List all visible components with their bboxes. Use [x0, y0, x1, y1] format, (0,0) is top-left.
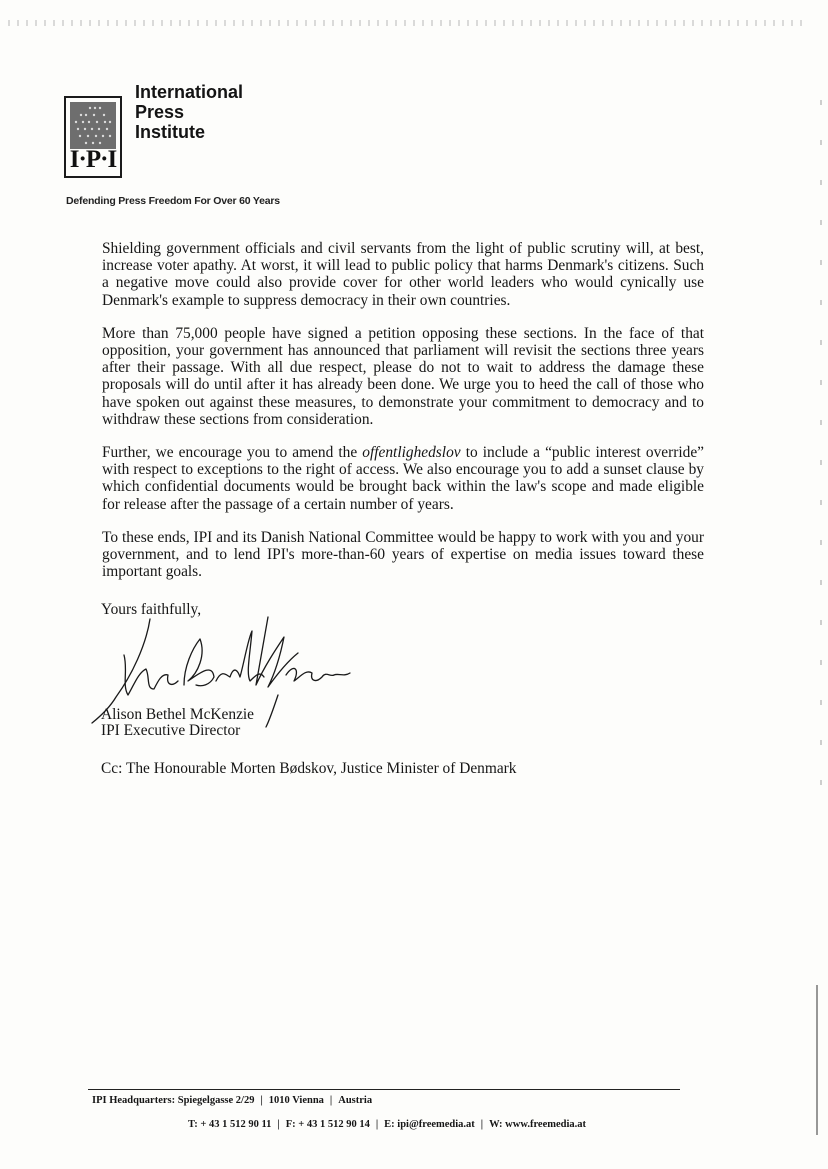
organization-name	[135, 82, 243, 142]
law-name-italic: offentlighedslov	[362, 444, 461, 462]
logo-abbreviation: I·P·I	[69, 146, 117, 173]
footer-divider	[88, 1089, 680, 1090]
scan-noise-top	[8, 20, 808, 26]
website-url: W: www.freemedia.at	[489, 1119, 587, 1130]
carbon-copy-line: Cc: The Honourable Morten Bødskov, Justice Minister of Denmark	[101, 760, 517, 777]
scan-edge-mark	[816, 985, 818, 1135]
footer-separator: |	[277, 1119, 280, 1130]
hq-country: Austria	[338, 1095, 373, 1106]
footer-separator: |	[260, 1095, 263, 1106]
closing-salutation: Yours faithfully,	[101, 601, 202, 618]
paragraph-3	[102, 444, 704, 513]
hq-city: 1010 Vienna	[268, 1095, 324, 1106]
phone-number: T: + 43 1 512 90 11	[188, 1119, 272, 1130]
footer-separator: |	[375, 1119, 379, 1130]
ipi-logo	[64, 96, 122, 178]
signer-name: Alison Bethel McKenzie	[101, 706, 255, 723]
org-name-line-3: Institute	[135, 122, 205, 142]
paragraph-3-text-a: Further, we encourage you to amend the	[102, 444, 363, 462]
signer-title: IPI Executive Director	[101, 722, 241, 739]
paragraph-2: More than 75,000 people have signed a petition opposing these sections. In the face of that opposition, your government has announced that parliament will revisit the sections three years after their passage. With all due respect, please do not to wait to address the damage these proposals will do until after it has already been done. We urge you to heed the call of those who have spoken out against these measures, to demonstrate your commitment to democracy and to withdraw these sections from consideration.	[102, 324, 704, 428]
footer-separator: |	[480, 1119, 484, 1130]
logo-dot-pattern	[70, 102, 116, 149]
letter-body	[102, 240, 704, 596]
footer-contacts	[188, 1119, 586, 1130]
paragraph-1: Shielding government officials and civil servants from the light of public scrutiny will, at best, increase voter apathy. At worst, it will lead to public policy that harms Denmark's citizens. Such a negative move could also provide cover for other world leaders who would cynically use Denmark's example to suppress democracy in their own countries.	[102, 240, 704, 309]
tagline: Defending Press Freedom For Over 60 Years	[66, 195, 280, 207]
hq-street: Spiegelgasse 2/29	[177, 1095, 255, 1106]
footer-address	[92, 1095, 372, 1106]
scan-noise-side	[820, 100, 822, 800]
footer-separator: |	[329, 1095, 333, 1106]
org-name-line-2: Press	[135, 102, 185, 122]
email-address: E: ipi@freemedia.at	[384, 1119, 475, 1130]
hq-label: IPI Headquarters:	[92, 1095, 176, 1106]
org-name-line-1: International	[135, 82, 244, 102]
fax-number: F: + 43 1 512 90 14	[285, 1119, 370, 1130]
paragraph-4: To these ends, IPI and its Danish National Committee would be happy to work with you and your government, and to lend IPI's more-than-60 years of expertise on media issues toward these important goals.	[102, 528, 704, 581]
paragraph-3-text-b: to include a “public interest override” with respect to exceptions to the right of access. We also encourage you to add a sunset clause by which confidential documents would be brought back within the law's scope and made eligible for release after the passage of a certain number of years.	[102, 444, 704, 513]
